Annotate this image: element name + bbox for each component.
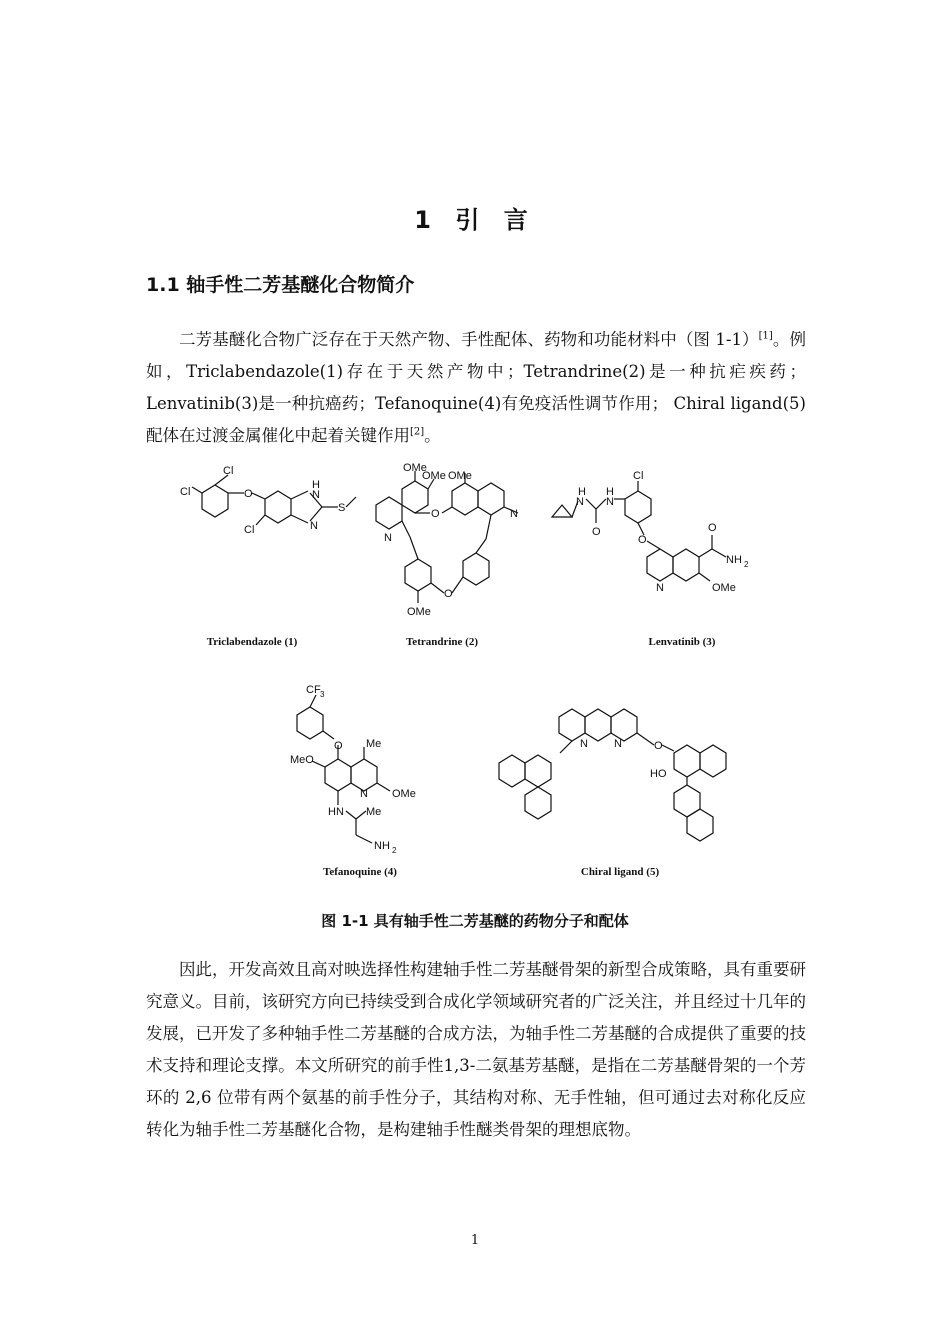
atom-label: Cl [180, 486, 191, 498]
atom-label: 2 [392, 846, 397, 855]
structure-tetrandrine [376, 462, 518, 648]
paragraph-text: 二芳基醚化合物广泛存在于天然产物、手性配体、药物和功能材料中（图 1-1） [179, 330, 759, 349]
atom-label: O [708, 522, 717, 534]
atom-label: O [334, 740, 343, 752]
atom-label: O [244, 488, 253, 500]
atom-label: H [578, 486, 586, 498]
atom-label: OMe [422, 470, 446, 482]
figure-1-1 [160, 455, 800, 885]
atom-label: Me [366, 738, 382, 750]
atom-label: O [638, 534, 647, 546]
atom-label: OMe [392, 788, 416, 800]
atom-label: Cl [244, 524, 255, 536]
atom-label: O [444, 588, 453, 600]
atom-label: N [310, 520, 318, 532]
atom-label: H [312, 479, 320, 491]
atom-label: 2 [744, 560, 749, 569]
atom-label: OMe [448, 470, 472, 482]
structure-triclabendazole [180, 465, 356, 648]
structure-lenvatinib [552, 470, 749, 648]
intro-paragraph [146, 324, 806, 452]
figure-caption: 图 1-1 具有轴手性二芳基醚的药物分子和配体 [321, 912, 629, 930]
atom-label: N [510, 508, 518, 520]
compound-caption: Lenvatinib (3) [648, 636, 716, 648]
body-paragraph: 因此，开发高效且高对映选择性构建轴手性二芳基醚骨架的新型合成策略，具有重要研究意义。目前，该研究方向已持续受到合成化学领域研究者的广泛关注，并且经过十几年的发展，已开发了多种轴手性二芳基醚的合成方法，为轴手性二芳基醚的合成提供了重要的技术支持和理论支撑。本文所研究的前手性1,3-二氨基芳基醚，是指在二芳基醚骨架的一个芳环的 2,6 位带有两个氨基的前手性分子，其结构对称、无手性轴，但可通过去对称化反应转化为轴手性二芳基醚化合物，是构建轴手性醚类骨架的理想底物。 [146, 960, 806, 1139]
atom-label: OMe [407, 606, 431, 618]
citation-ref[interactable]: [2] [410, 426, 425, 438]
compound-caption: Triclabendazole (1) [206, 636, 298, 648]
atom-label: N [384, 532, 392, 544]
section-title: 1.1 轴手性二芳基醚化合物简介 [146, 274, 415, 296]
atom-label: N [576, 496, 584, 508]
compound-caption: Tetrandrine (2) [405, 636, 479, 648]
atom-label: OMe [403, 462, 427, 474]
chapter-title: 1 引 言 [414, 206, 536, 234]
citation-ref[interactable]: [1] [758, 330, 773, 342]
atom-label: O [431, 508, 440, 520]
atom-label: HO [650, 768, 667, 780]
atom-label: Me [366, 806, 382, 818]
atom-label: N [656, 582, 664, 594]
atom-label: 3 [320, 690, 325, 699]
atom-label: N [614, 738, 622, 750]
atom-label: O [654, 740, 663, 752]
compound-caption: Chiral ligand (5) [580, 866, 660, 878]
compound-caption: Tefanoquine (4) [323, 866, 397, 878]
atom-label: Cl [223, 465, 234, 477]
atom-label: OMe [712, 582, 736, 594]
chemical-structures [160, 455, 800, 885]
atom-label: H [606, 486, 614, 498]
structure-tefanoquine [290, 684, 416, 878]
atom-label: S [338, 502, 346, 514]
atom-label: MeO [290, 754, 314, 766]
atom-label: CF [306, 684, 321, 696]
structure-chiral-ligand [499, 709, 726, 878]
atom-label: N [606, 496, 614, 508]
page-number: 1 [470, 1233, 480, 1248]
paragraph-text: 。例如，Triclabendazole(1)存在于天然产物中；Tetrandrine(2)是一种抗疟疾药；Lenvatinib(3)是一种抗癌药；Tefanoquine(4)有免疫活性调节作用； Chiral ligand(5)配体在过渡金属催化中起着关键作用 [146, 330, 807, 445]
atom-label: NH [374, 840, 390, 852]
paragraph-text: 。 [424, 426, 441, 445]
atom-label: O [592, 526, 601, 538]
atom-label: Cl [633, 470, 644, 482]
atom-label: NH [726, 554, 742, 566]
atom-label: N [360, 788, 368, 800]
atom-label: HN [328, 806, 344, 818]
atom-label: N [312, 489, 320, 501]
atom-label: N [580, 738, 588, 750]
